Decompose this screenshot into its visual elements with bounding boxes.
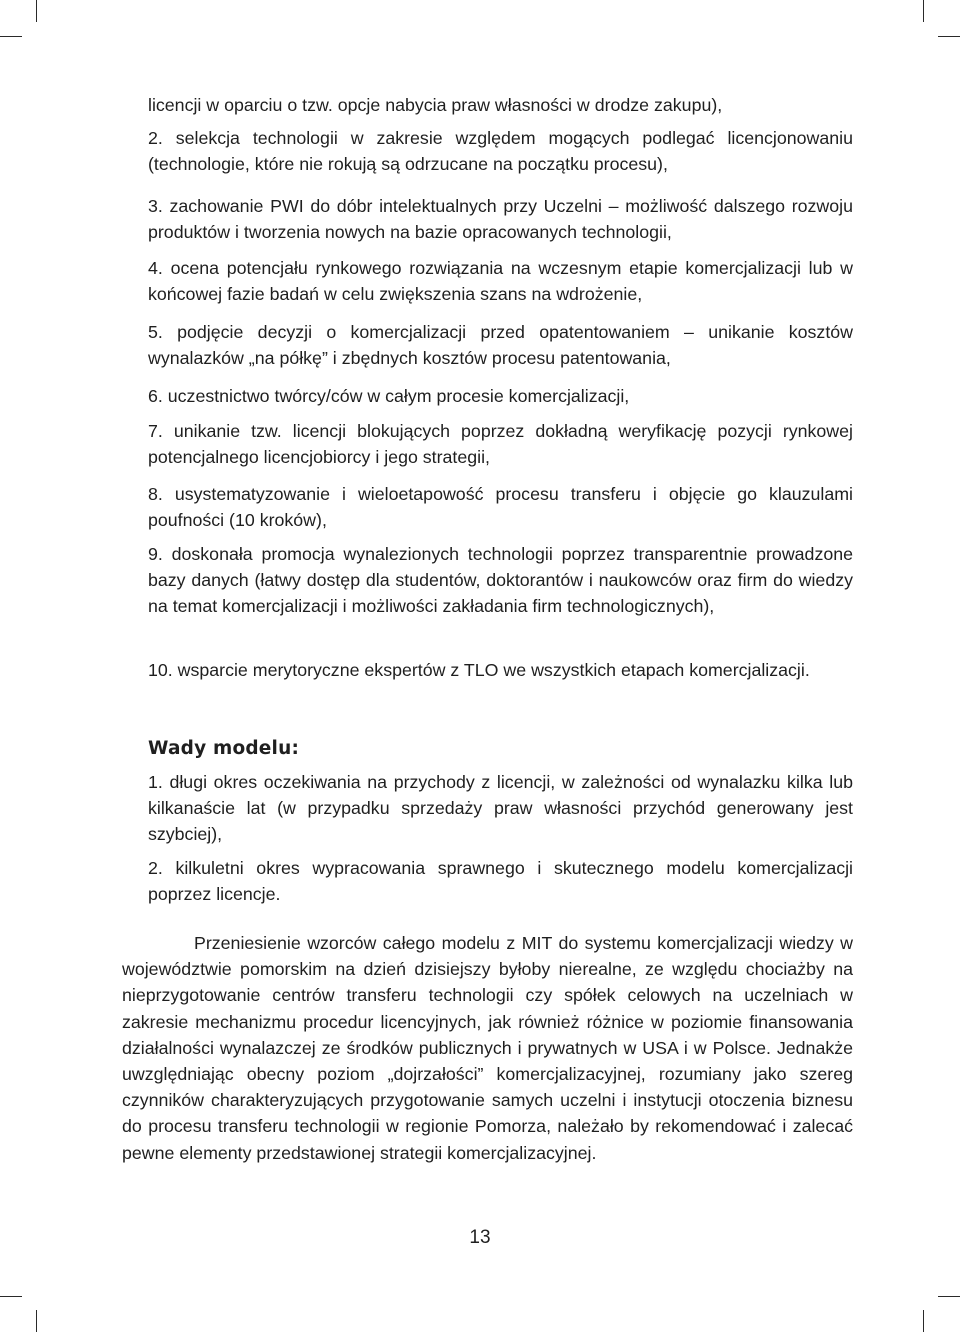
list-item: 5. podjęcie decyzji o komercjalizacji przed opatentowaniem – unikanie kosztów wynalazków „na półkę” i zbędnych kosztów procesu patentowania,: [148, 322, 853, 368]
crop-mark-bottom-left: [36, 1310, 37, 1332]
body-paragraph: Przeniesienie wzorców całego modelu z MIT do systemu komercjalizacji wiedzy w województwie pomorskim na dzień dzisiejszy byłoby nierealne, ze względu chociażby na nieprzygotowanie centrów transferu technologii czy spółek celowych na uczelniach w zakresie mechanizmu procedur licencyjnych, jak również różnice w poziomie finansowania działalności wynalazczej ze środków publicznych i prywatnych w USA i w Polsce. Jednakże uwzględniając obecny poziom „dojrzałości” komercjalizacyjnej, rozumiany jako szereg czynników charakteryzujących przygotowanie samych uczelni i instytucji otoczenia biznesu do procesu transferu technologii w regionie Pomorza, należało by rekomendować i zalecać pewne elementy przedstawionej strategii komercjalizacyjnej.: [122, 933, 853, 1163]
list-item: 2. selekcja technologii w zakresie względem mogących podlegać licencjonowaniu (technologie, które nie rokują są odrzucane na początku procesu),: [148, 128, 853, 174]
crop-mark-left-bottom: [0, 1296, 22, 1297]
list-item: 6. uczestnictwo twórcy/ców w całym procesie komercjalizacji,: [148, 386, 630, 406]
list-item: 1. długi okres oczekiwania na przychody z licencji, w zależności od wynalazku kilka lub kilkanaście lat (w przypadku sprzedaży praw własności przychód generowany jest szybciej),: [148, 772, 853, 844]
page-number: 13: [469, 1227, 491, 1248]
list-item: 7. unikanie tzw. licencji blokujących poprzez dokładną weryfikację pozycji rynkowej potencjalnego licencjobiorcy i jego strategii,: [148, 421, 853, 467]
crop-mark-right-top: [938, 36, 960, 37]
list-item: 8. usystematyzowanie i wieloetapowość procesu transferu i objęcie go klauzulami poufności (10 kroków),: [148, 484, 853, 530]
crop-mark-bottom-right: [923, 1310, 924, 1332]
crop-mark-top-right: [923, 0, 924, 22]
list-item: 3. zachowanie PWI do dóbr intelektualnych przy Uczelni – możliwość dalszego rozwoju produktów i tworzenia nowych na bazie opracowanych technologii,: [148, 196, 853, 242]
list-item: licencji w oparciu o tzw. opcje nabycia praw własności w drodze zakupu),: [148, 95, 723, 115]
section-heading: Wady modelu:: [148, 738, 300, 759]
crop-mark-top-left: [36, 0, 37, 22]
list-item: 4. ocena potencjału rynkowego rozwiązania na wczesnym etapie komercjalizacji lub w końcowej fazie badań w celu zwiększenia szans na wdrożenie,: [148, 258, 853, 304]
crop-mark-right-bottom: [938, 1296, 960, 1297]
list-item: 10. wsparcie merytoryczne ekspertów z TLO we wszystkich etapach komercjalizacji.: [148, 660, 810, 680]
crop-mark-left-top: [0, 36, 22, 37]
list-item: 2. kilkuletni okres wypracowania sprawnego i skutecznego modelu komercjalizacji poprzez licencje.: [148, 858, 853, 904]
list-item: 9. doskonała promocja wynalezionych technologii poprzez transparentnie prowadzone bazy danych (łatwy dostęp dla studentów, doktorantów i naukowców oraz firm do wiedzy na temat komercjalizacji i możliwości zakładania firm technologicznych),: [148, 544, 853, 616]
